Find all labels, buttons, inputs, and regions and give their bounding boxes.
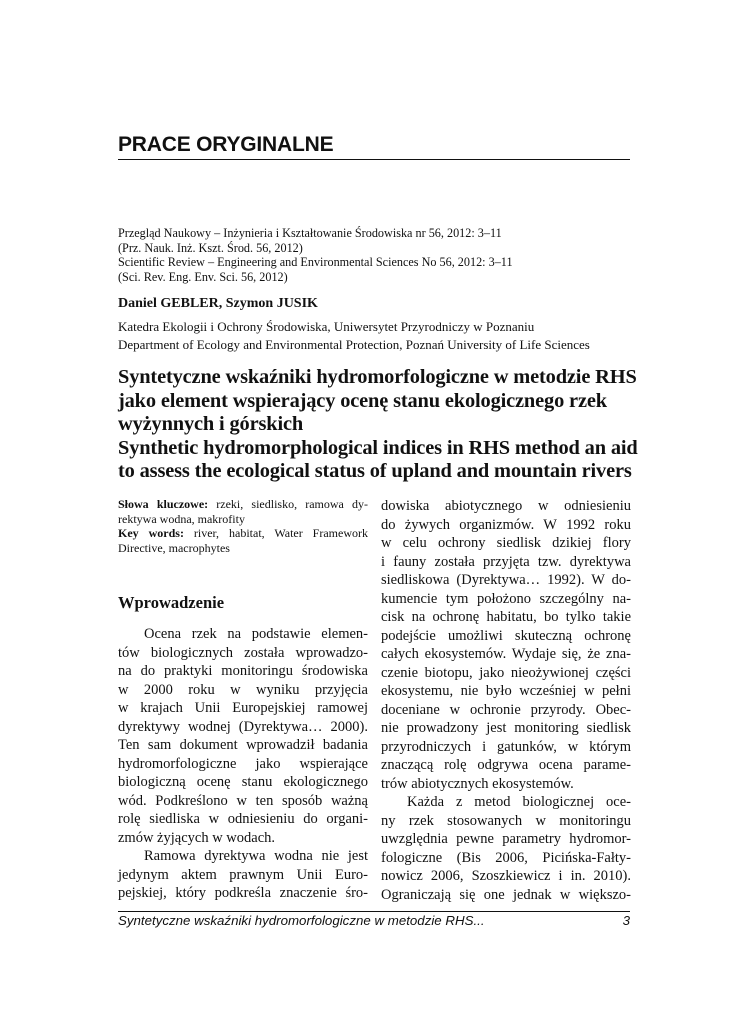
text-line: w 2000 roku w wyniku przyjęcia [118, 681, 368, 698]
text-line: na do praktyki monitoringu środowiska [118, 663, 368, 679]
text-line: znaczącą rolę odgrywa ocena parame- [381, 757, 631, 773]
text-line: zmów żyjących w wodach. [118, 829, 276, 846]
text-line: uwzględnia pewne parametry hydromor- [381, 831, 631, 847]
text-line: przyrodniczych i gatunków, w którym [381, 738, 631, 755]
text-line: siedliskowa (Dyrektywa… 1992). W do- [381, 572, 631, 588]
title-pl-line: wyżynnych i górskich [118, 413, 304, 435]
keywords-en-text: river, habitat, Water Framework [183, 526, 368, 540]
affiliation [118, 318, 590, 353]
affiliation-line: Department of Ecology and Environmental Protection, Poznań University of Life Sciences [118, 336, 590, 352]
page-number: 3 [622, 913, 630, 928]
text-line: fologiczne (Bis 2006, Picińska-Fałty- [381, 849, 631, 866]
article-title [118, 366, 638, 484]
text-line: hydromorfologiczne jako wspierające [118, 755, 368, 772]
text-line: doceniane w ochronie przyrody. Obec- [381, 701, 631, 718]
text-line: nie prowadzony jest monitoring siedlisk [381, 720, 631, 736]
page-footer [118, 911, 630, 931]
section-header: PRACE ORYGINALNE [118, 131, 630, 160]
paragraph [118, 625, 368, 847]
text-line: pejskiej, który podkreśla znaczenie śro- [118, 885, 368, 901]
text-line: w celu ochrony siedlisk dzikiej flory [381, 535, 631, 551]
right-column [381, 497, 631, 904]
keywords-pl-label: Słowa kluczowe: [118, 497, 209, 511]
text-line: całych ekosystemów. Wydaje się, że zna- [381, 646, 631, 662]
citation-line: Scientific Review – Engineering and Environmental Sciences No 56, 2012: 3–11 [118, 255, 513, 269]
citation-line: (Prz. Nauk. Inż. Kszt. Środ. 56, 2012) [118, 240, 303, 255]
text-line: i fauny została przyjęta tzw. dyrektywa [381, 553, 631, 570]
keywords-pl-line: rektywa wodna, makrofity [118, 511, 245, 526]
authors: Daniel GEBLER, Szymon JUSIK [118, 296, 318, 311]
text-line: Ograniczają się one jednak w większo- [381, 886, 631, 903]
text-line: dowiska abiotycznego w odniesieniu [381, 498, 631, 514]
text-line: ekosystemu, nie było wcześniej w pełni [381, 683, 631, 699]
text-line: w krajach Unii Europejskiej ramowej [118, 700, 368, 716]
text-line: wód. Podkreślono w ten sposób ważną [118, 792, 368, 809]
title-en-line: to assess the ecological status of upland and mountain rivers [118, 460, 632, 482]
text-line: kumencie tym położono szczególny na- [381, 590, 631, 607]
citation-line: (Sci. Rev. Eng. Env. Sci. 56, 2012) [118, 269, 288, 284]
text-line: tów biologicznych została wprowadzo- [118, 644, 368, 661]
text-line: Ten sam dokument wprowadził badania [118, 737, 368, 753]
paragraph [118, 847, 368, 903]
citation-block [118, 226, 638, 284]
intro-heading: Wprowadzenie [118, 593, 225, 612]
affiliation-line: Katedra Ekologii i Ochrony Środowiska, Uniwersytet Przyrodniczy w Poznaniu [118, 319, 535, 334]
text-line: trów abiotycznych ekosystemów. [381, 775, 574, 792]
text-line: cisk na ochronę habitatu, bo tylko takie [381, 609, 631, 625]
title-pl-line: jako element wspierający ocenę stanu ekologicznego rzek [118, 389, 607, 412]
text-line: ny rzek stosowanych w monitoringu [381, 812, 631, 829]
keywords-block [118, 497, 368, 555]
text-line: dyrektywy wodnej (Dyrektywa… 2000). [118, 718, 368, 735]
keywords-pl-text: rzeki, siedlisko, ramowa dy- [208, 497, 368, 511]
text-line: do żywych organizmów. W 1992 roku [381, 516, 631, 533]
text-line: podejście umożliwi skuteczną ochronę [381, 627, 631, 644]
title-pl-line: Syntetyczne wskaźniki hydromorfologiczne w metodzie RHS [118, 366, 637, 388]
text-line: nowicz 2006, Szoszkiewicz i in. 2010). [381, 868, 631, 884]
text-line: Ramowa dyrektywa wodna nie jest [144, 848, 368, 864]
paragraph [381, 497, 631, 793]
title-en-line: Synthetic hydromorphological indices in RHS method an aid [118, 436, 638, 459]
keywords-en-label: Key words: [118, 526, 184, 540]
text-line: rolę siedliska w odniesieniu do organi- [118, 811, 368, 827]
left-column [118, 497, 368, 903]
keywords-pl-line [118, 497, 368, 512]
paragraph [381, 793, 631, 904]
text-line: biologiczną ocenę stanu ekologicznego [118, 774, 368, 790]
text-line: jedynym aktem prawnym Unii Euro- [118, 866, 368, 883]
text-line: czenie biotopu, jako nieożywionej części [381, 664, 631, 681]
text-line: Każda z metod biologicznej oce- [407, 794, 631, 810]
citation-line: Przegląd Naukowy – Inżynieria i Kształtowanie Środowiska nr 56, 2012: 3–11 [118, 226, 502, 240]
keywords-en-line: Directive, macrophytes [118, 540, 230, 555]
text-line: Ocena rzek na podstawie elemen- [144, 626, 368, 642]
running-title: Syntetyczne wskaźniki hydromorfologiczne w metodzie RHS... [118, 913, 485, 928]
keywords-en-line [118, 526, 368, 541]
